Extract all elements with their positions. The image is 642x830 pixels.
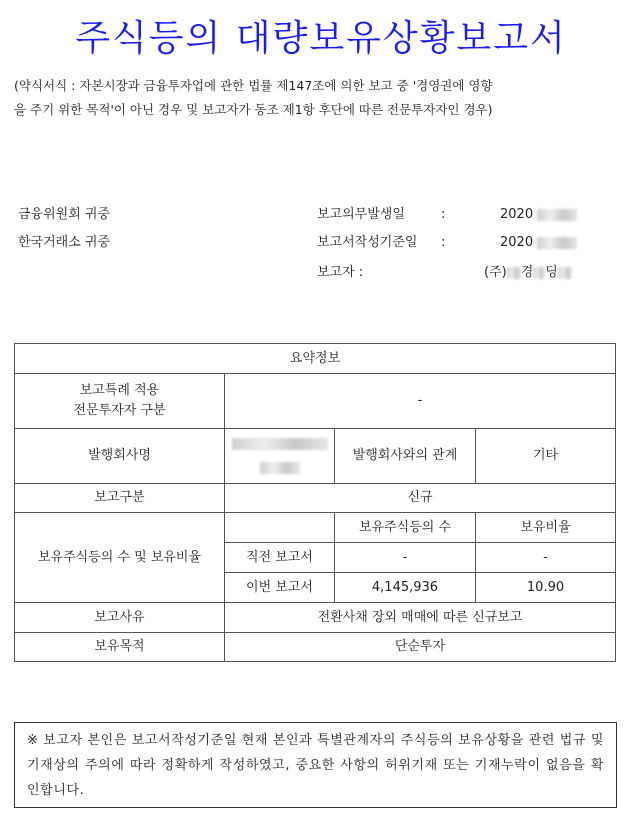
obligation-date-label: 보고의무발생일: [317, 207, 405, 222]
summary-header: 요약정보: [15, 344, 616, 374]
redacted-issuer-mark: [260, 462, 300, 474]
obligation-date-year: 2020: [500, 207, 534, 222]
base-date-year: 2020: [500, 235, 534, 250]
base-date-value: [500, 234, 577, 252]
reporter-prefix: (주): [484, 265, 507, 280]
reporter-label: 보고자 :: [317, 265, 364, 280]
relation-label: 발행회사와의 관계: [335, 429, 476, 484]
col-shares-header: 보유주식등의 수: [335, 513, 476, 543]
summary-header-row: [15, 344, 616, 374]
holdings-label: 보유주식등의 수 및 보유비율: [15, 513, 225, 603]
redacted-issuer-mark: [232, 438, 328, 450]
summary-table: [14, 343, 616, 662]
subtitle-line-1: (약식서식 : 자본시장과 금융투자업에 관한 법률 제147조에 의한 보고 중 '경영권에 영향: [14, 78, 493, 93]
holdings-corner-cell: [225, 513, 335, 543]
special-label-line-2: 전문투자자 구분: [73, 403, 166, 418]
report-type-row: [15, 484, 616, 513]
redacted-date-mark: [537, 237, 577, 249]
reporter-name-part-2: 딩: [545, 265, 558, 280]
prev-report-ratio: -: [476, 543, 616, 573]
redacted-name-mark: [507, 267, 521, 279]
base-date-colon: :: [441, 235, 446, 250]
redacted-name-mark: [533, 267, 545, 279]
report-type-label: 보고구분: [15, 484, 225, 513]
curr-report-shares: 4,145,936: [335, 573, 476, 603]
confirmation-notice: ※ 보고자 본인은 보고서작성기준일 현재 본인과 특별관계자의 주식등의 보유상황을 관련 법규 및 기재상의 주의에 따라 정확하게 작성하였고, 중요한 사항의 허위기재 또는 기재누락이 없음을 확인합니다.: [14, 722, 617, 808]
issuer-row: [15, 429, 616, 484]
curr-report-ratio: 10.90: [476, 573, 616, 603]
issuer-value: [225, 429, 335, 484]
col-ratio-header: 보유비율: [476, 513, 616, 543]
special-value: -: [225, 374, 616, 429]
purpose-row: [15, 633, 616, 662]
reporter-value: [484, 264, 572, 282]
prev-report-label: 직전 보고서: [225, 543, 335, 573]
relation-value: 기타: [476, 429, 616, 484]
obligation-date-value: [500, 206, 577, 224]
obligation-date-colon: :: [441, 207, 446, 222]
reporter-name-part-1: 경: [520, 265, 534, 280]
reason-label: 보고사유: [15, 603, 225, 633]
special-label: [15, 374, 225, 429]
reason-value: 전환사채 장외 매매에 따른 신규보고: [225, 603, 616, 633]
base-date-label: 보고서작성기준일: [317, 235, 418, 250]
subtitle-line-2: 을 주기 위한 목적'이 아닌 경우 및 보고자가 동조 제1항 후단에 따른 전문투자자인 경우): [14, 102, 493, 117]
form-subtitle: [14, 74, 628, 122]
issuer-label: 발행회사명: [15, 429, 225, 484]
curr-report-label: 이번 보고서: [225, 573, 335, 603]
report-type-value: 신규: [225, 484, 616, 513]
purpose-value: 단순투자: [225, 633, 616, 662]
page-title: 주식등의 대량보유상황보고서: [75, 18, 567, 59]
special-label-line-1: 보고특례 적용: [79, 383, 160, 398]
purpose-label: 보유목적: [15, 633, 225, 662]
prev-report-shares: -: [335, 543, 476, 573]
reason-row: [15, 603, 616, 633]
redacted-date-mark: [537, 209, 577, 221]
addressee-fsc: 금융위원회 귀중: [18, 207, 111, 222]
redacted-name-mark: [558, 267, 572, 279]
special-row: [15, 374, 616, 429]
addressee-krx: 한국거래소 귀중: [18, 235, 111, 250]
holdings-header-row: [15, 513, 616, 543]
